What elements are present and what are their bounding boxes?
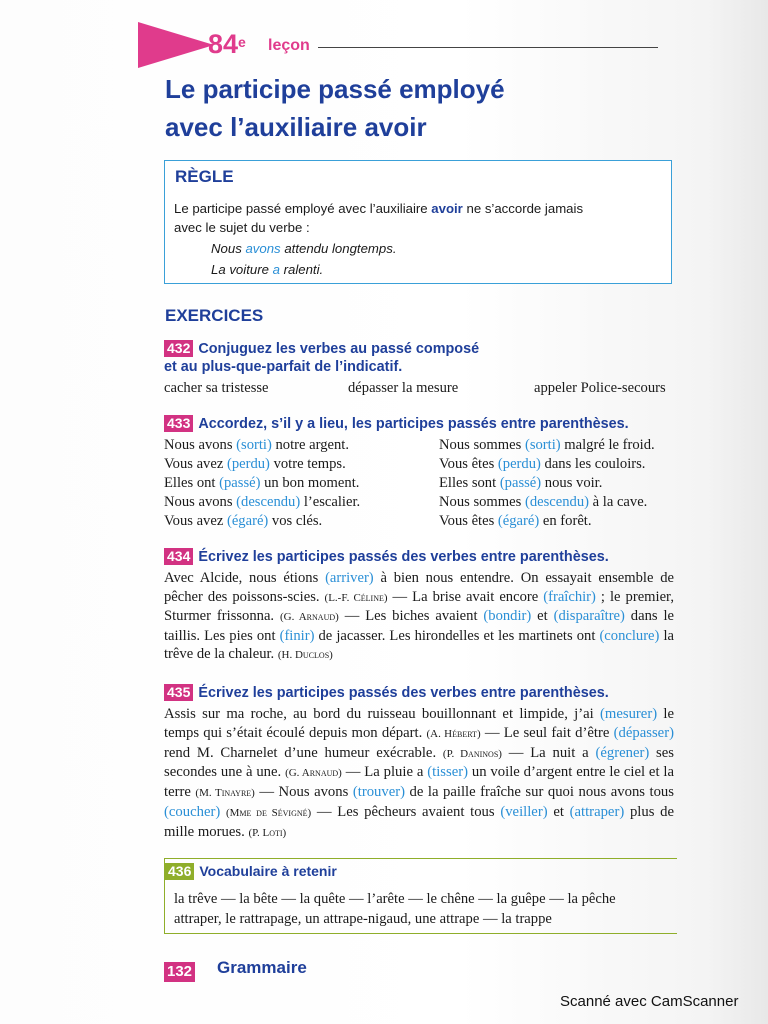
- rule-heading: RÈGLE: [175, 167, 234, 186]
- vocabulary-box: [164, 858, 677, 934]
- exercise-433-sentence: Vous avez (égaré) vos clés.: [164, 513, 323, 529]
- rule-examples: [211, 238, 397, 280]
- verb-in-parentheses: (veiller): [500, 803, 548, 820]
- verb-in-parentheses: (attraper): [569, 803, 625, 820]
- author-reference: (G. Arnaud): [279, 611, 339, 624]
- text-segment: — La nuit a: [501, 744, 596, 761]
- verb-in-parentheses: (trouver): [352, 784, 406, 801]
- text-segment: ; le premier, Sturmer frissonna.: [164, 588, 674, 625]
- rule-text: Le participe passé employé avec l’auxiliaire avoir ne s’accorde jamais avec le sujet du verbe :: [174, 201, 584, 235]
- author-reference: (L.-F. Céline): [324, 591, 388, 604]
- header-divider: [318, 47, 658, 48]
- exercise-432-title: 432 Conjuguez les verbes au passé composé et au plus-que-parfait de l’indicatif.: [164, 340, 480, 375]
- text-segment: ses secondes une à une.: [164, 744, 675, 781]
- text-segment: — La brise avait encore: [387, 588, 544, 605]
- exercise-433-title: 433 Accordez, s’il y a lieu, les participes passés entre parenthèses.: [164, 415, 684, 433]
- text-segment: et: [531, 608, 554, 625]
- author-reference: (G. Arnaud): [285, 767, 342, 780]
- text-segment: rend M. Charnelet d’une humeur exécrable.: [164, 744, 443, 761]
- lesson-word: leçon: [268, 37, 310, 54]
- verb-in-parentheses: (arriver): [325, 570, 374, 586]
- text-segment: — La pluie a: [341, 764, 428, 781]
- text-segment: un voile d’argent entre le ciel et la terre: [164, 764, 674, 801]
- text-segment: — Les pêcheurs avaient tous: [311, 803, 501, 820]
- exercise-435-text: [164, 705, 674, 843]
- exercise-433-sentence: Vous êtes (perdu) dans les couloirs.: [439, 456, 646, 472]
- exercise-433-badge: 433: [164, 415, 193, 432]
- verb-in-parentheses: (bondir): [483, 608, 532, 625]
- text-segment: de la paille fraîche sur quoi nous avons tous: [405, 784, 674, 801]
- verb-in-parentheses: (conclure): [599, 627, 660, 644]
- text-segment: Assis sur ma roche, au bord du ruisseau bouillonnant et limpide, j’ai: [164, 706, 601, 722]
- exercise-433-sentence: Elles sont (passé) nous voir.: [439, 475, 603, 491]
- exercise-433-sentence: Nous sommes (descendu) à la cave.: [439, 494, 648, 510]
- text-segment: Avec Alcide, nous étions: [164, 570, 326, 586]
- exercise-433-sentence: Nous avons (sorti) notre argent.: [164, 437, 349, 453]
- section-name: Grammaire: [217, 958, 307, 977]
- exercise-435-badge: 435: [164, 684, 193, 701]
- verb-in-parentheses: (mesurer): [600, 706, 658, 722]
- verb-in-parentheses: (dépasser): [613, 724, 674, 741]
- text-segment: — Les biches avaient: [338, 608, 484, 625]
- exercise-433-sentence: Vous êtes (égaré) en forêt.: [439, 513, 592, 529]
- scanner-watermark: Scanné avec CamScanner: [560, 993, 739, 1010]
- exercise-433-sentence: Nous sommes (sorti) malgré le froid.: [439, 437, 655, 453]
- rule-example-2: La voiture a ralenti.: [211, 262, 324, 277]
- text-segment: la trêve de la chaleur.: [164, 627, 675, 663]
- exercise-432-item: appeler Police-secours: [534, 380, 666, 396]
- exercise-434-badge: 434: [164, 548, 193, 565]
- exercises-heading: EXERCICES: [165, 306, 264, 325]
- verb-in-parentheses: (finir): [279, 627, 315, 644]
- exercise-436-badge: 436: [165, 863, 194, 880]
- exercise-433-left-column: [164, 436, 360, 531]
- exercise-433-right-column: [439, 436, 655, 531]
- author-reference: (P. Daninos): [442, 747, 502, 760]
- text-segment: — Le seul fait d’être: [480, 724, 614, 741]
- page-title: Le participe passé employé avec l’auxiliaire avoir: [165, 74, 505, 142]
- author-reference: (Mme de Sévigné): [225, 806, 312, 819]
- exercise-434-title: 434 Écrivez les participes passés des verbes entre parenthèses.: [164, 548, 609, 566]
- vocabulary-text: la trêve — la bête — la quête — l’arête — le chêne — la guêpe — la pêche attraper, le rattrapage, un attrape-nigaud, une attrape — la trappe: [174, 891, 616, 927]
- verb-in-parentheses: (fraîchir): [543, 588, 596, 605]
- exercise-434-text: [164, 569, 674, 665]
- exercise-432-badge: 432: [164, 340, 193, 357]
- verb-in-parentheses: (disparaître): [553, 608, 625, 625]
- lesson-number: 84e: [208, 29, 246, 59]
- text-segment: plus de mille morues.: [164, 803, 674, 840]
- author-reference: (M. Tinayre): [195, 787, 255, 800]
- text-segment: dans le taillis. Les pies ont: [164, 608, 674, 644]
- rule-example-1: Nous avons attendu longtemps.: [211, 241, 397, 256]
- exercise-435-title: 435 Écrivez les participes passés des verbes entre parenthèses.: [164, 684, 609, 702]
- text-segment: le temps qui s’était écoulé depuis mon départ.: [164, 706, 674, 741]
- exercise-433-sentence: Nous avons (descendu) l’escalier.: [164, 494, 361, 510]
- author-reference: (H. Duclos): [277, 649, 333, 662]
- text-segment: à bien nous entendre. On essayait ensemble de pêcher des poissons-scies.: [164, 570, 674, 605]
- text-segment: et: [547, 803, 570, 820]
- exercise-436-title: 436 Vocabulaire à retenir: [165, 863, 337, 880]
- lesson-flag-icon: [138, 22, 214, 68]
- verb-in-parentheses: (coucher): [164, 803, 221, 820]
- author-reference: (P. Loti): [248, 826, 287, 839]
- verb-in-parentheses: (tisser): [427, 764, 469, 781]
- exercise-433-sentence: Vous avez (perdu) votre temps.: [164, 456, 346, 472]
- exercise-432-item: cacher sa tristesse: [164, 380, 269, 396]
- verb-in-parentheses: (égrener): [595, 744, 650, 761]
- author-reference: (A. Hébert): [426, 727, 481, 740]
- exercise-432-item: dépasser la mesure: [348, 380, 459, 396]
- page-number: 132: [164, 962, 195, 982]
- text-segment: de jacasser. Les hirondelles et les martinets ont: [314, 627, 600, 644]
- rule-box: [164, 160, 672, 284]
- text-segment: — Nous avons: [254, 784, 353, 801]
- exercise-433-sentence: Elles ont (passé) un bon moment.: [164, 475, 360, 491]
